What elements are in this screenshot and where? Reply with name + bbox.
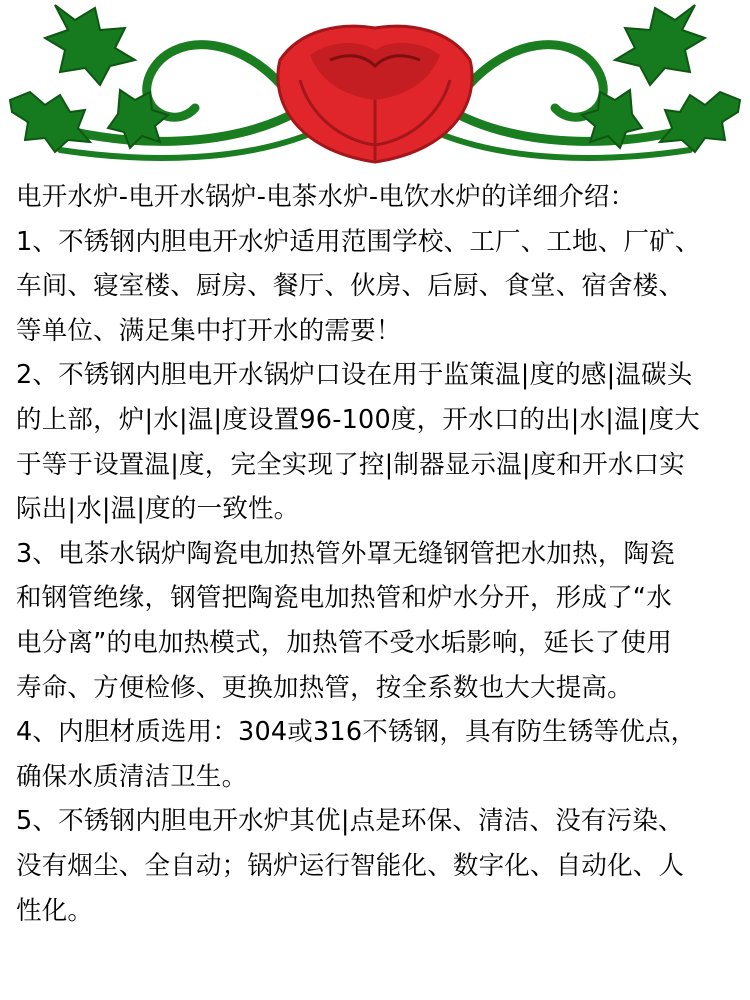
text-line: 5、不锈钢内胆电开水炉其优|点是环保、清洁、没有污染、 — [16, 806, 684, 837]
text-line: 2、不锈钢内胆电开水锅炉口设在用于监策温|度的感|温碳头 — [16, 360, 693, 391]
text-line: 3、电茶水锅炉陶瓷电加热管外罩无缝钢管把水加热，陶瓷 — [16, 538, 675, 569]
product-description — [16, 175, 741, 933]
text-line: 的上部，炉|水|温|度设置96-100度，开水口的出|水|温|度大 — [16, 404, 700, 435]
text-line: 电开水炉-电开水锅炉-电茶水炉-电饮水炉的详细介绍： — [16, 182, 636, 212]
text-line: 1、不锈钢内胆电开水炉适用范围学校、工厂、工地、厂矿、 — [16, 226, 701, 257]
text-line: 电分离”的电加热模式，加热管不受水垢影响，延长了使用 — [16, 627, 672, 658]
text-line: 车间、寝室楼、厨房、餐厅、伙房、后厨、食堂、宿舍楼、 — [16, 271, 685, 302]
text-line: 性化。 — [16, 895, 94, 926]
holly-rose-ornament-icon — [0, 0, 750, 170]
text-line: 寿命、方便检修、更换加热管，按全系数也大大提高。 — [16, 672, 633, 703]
text-line: 和钢管绝缘，钢管把陶瓷电加热管和炉水分开，形成了“水 — [16, 583, 672, 614]
text-line: 等单位、满足集中打开水的需要！ — [16, 315, 402, 346]
text-line: 没有烟尘、全自动；锅炉运行智能化、数字化、自动化、人 — [16, 850, 685, 881]
text-line: 4、内胆材质选用：304或316不锈钢，具有防生锈等优点， — [16, 717, 697, 748]
text-line: 于等于设置温|度，完全实现了控|制器显示温|度和开水口实 — [16, 449, 685, 480]
text-line: 际出|水|温|度的一致性。 — [16, 494, 300, 525]
text-line: 确保水质清洁卫生。 — [16, 761, 248, 792]
